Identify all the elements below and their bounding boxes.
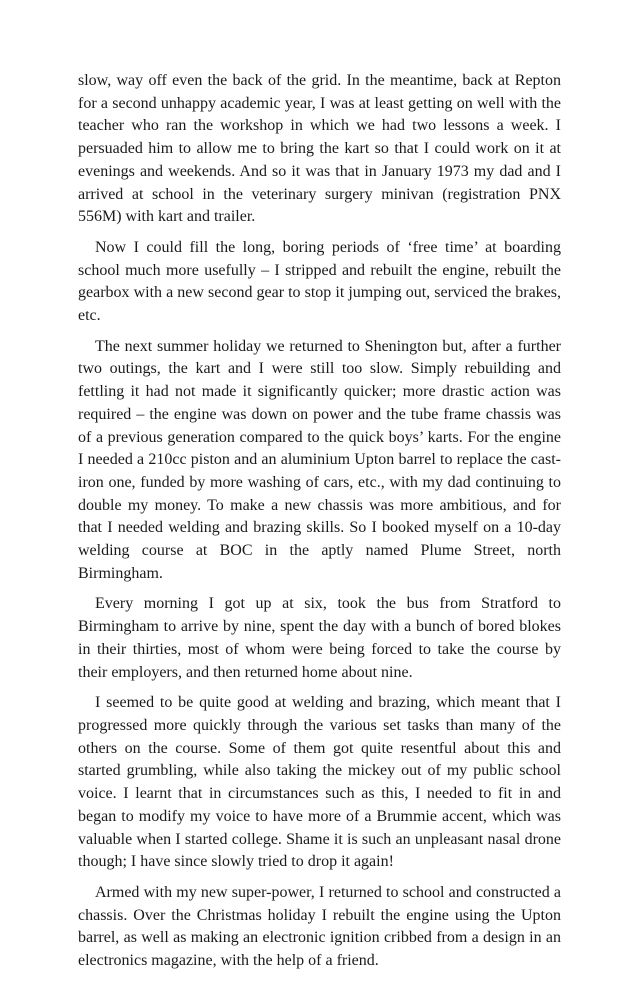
paragraph-1: slow, way off even the back of the grid. In the meantime, back at Repton for a second unhappy academic year, I was at least getting on well with the teacher who ran the workshop in which we had two lessons a week. I persuaded him to allow me to bring the kart so that I could work on it at evenings and weekends. And so it was that in January 1973 my dad and I arrived at school in the veterinary surgery minivan (registration PNX 556M) with kart and trailer.: [78, 72, 561, 226]
paragraph-5: I seemed to be quite good at welding and brazing, which meant that I progressed more quickly through the various set tasks than many of the others on the course. Some of them got quite resentful about this and started grumbling, while also taking the mickey out of my public school voice. I learnt that in circumstances such as this, I needed to fit in and began to modify my voice to have more of a Brummie accent, which was valuable when I started college. Shame it is such an unpleasant nasal drone though; I have since slowly tried to drop it again!: [78, 694, 561, 871]
paragraph-4: Every morning I got up at six, took the bus from Stratford to Birmingham to arrive by nine, spent the day with a bunch of bored blokes in their thirties, most of whom were being forced to take the course by their employers, and then returned home about nine.: [78, 595, 561, 681]
document-page: [78, 70, 561, 981]
paragraph-6: Armed with my new super-power, I returned to school and constructed a chassis. Over the Christmas holiday I rebuilt the engine using the Upton barrel, as well as making an electronic ignition cribbed from a design in an electronics magazine, with the help of a friend.: [78, 883, 561, 970]
paragraph-3: The next summer holiday we returned to Shenington but, after a further two outings, the kart and I were still too slow. Simply rebuilding and fettling it had not made it significantly quicker; more drastic action was required – the engine was down on power and the tube frame chassis was of a previous generation compared to the quick boys’ karts. For the engine I needed a 210cc piston and an aluminium Upton barrel to replace the cast-iron one, funded by more washing of cars, etc., with my dad continuing to double my money. To make a new chassis was more ambitious, and for that I needed welding and brazing skills. So I booked myself on a 10-day welding course at BOC in the aptly named Plume Street, north Birmingham.: [78, 337, 561, 582]
paragraph-2: Now I could fill the long, boring periods of ‘free time’ at boarding school much more usefully – I stripped and rebuilt the engine, rebuilt the gearbox with a new second gear to stop it jumping out, serviced the brakes, etc.: [78, 238, 561, 325]
